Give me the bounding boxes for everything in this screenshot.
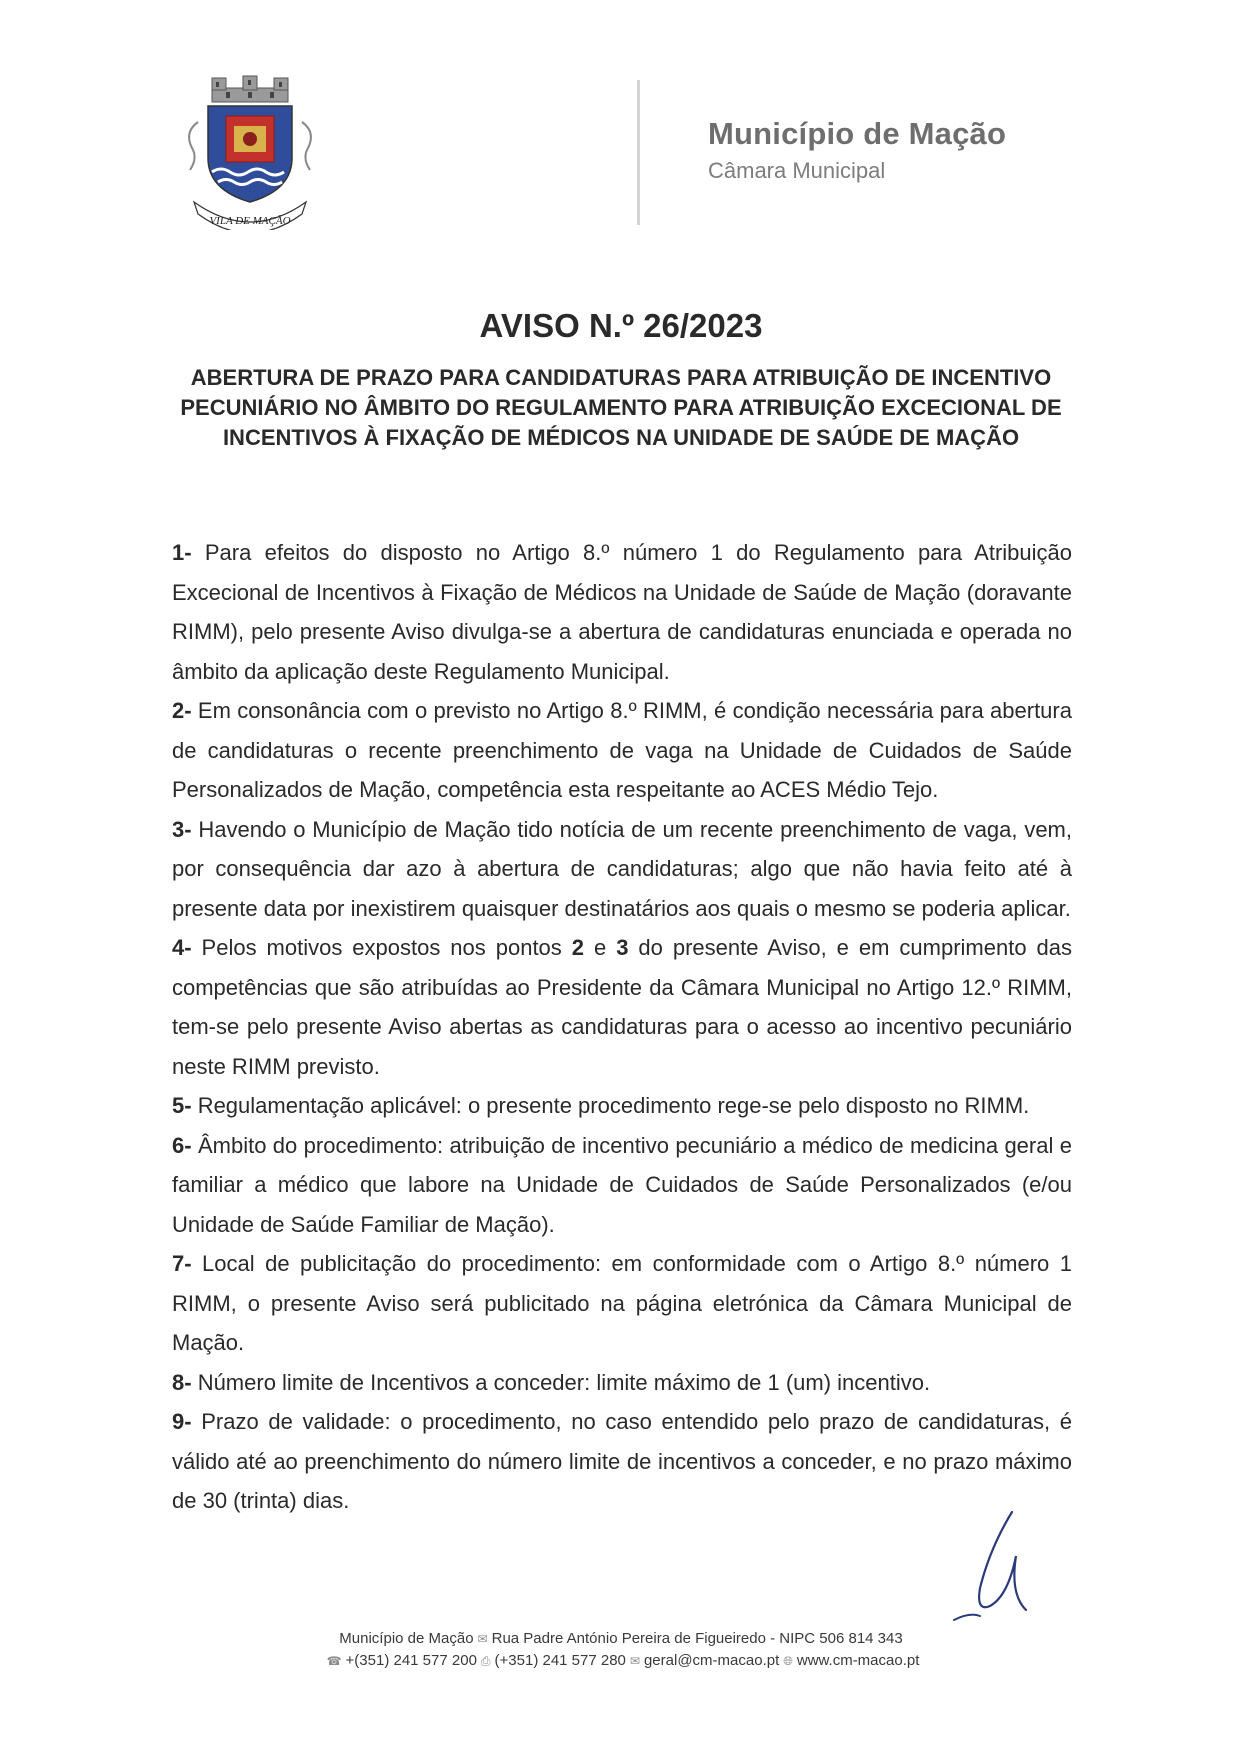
item-number: 9- <box>172 1409 192 1434</box>
item-text: Número limite de Incentivos a conceder: limite máximo de 1 (um) incentivo. <box>197 1369 931 1395</box>
list-item <box>172 691 1072 810</box>
item-text: Para efeitos do disposto no Artigo 8.º número 1 do Regulamento para Atribuição Excecional de Incentivos à Fixação de Médicos na Unidade de Saúde de Mação (doravante RIMM), pelo presente Aviso divulga-se a abertura de candidaturas enunciada e operada no âmbito da aplicação deste Regulamento Municipal. <box>172 540 1072 684</box>
department-name: Câmara Municipal <box>708 158 886 183</box>
footer-line-address <box>0 1628 1242 1650</box>
mail-icon: ✉ <box>477 1632 488 1646</box>
email-icon: ✉ <box>629 1654 640 1668</box>
list-item <box>172 1363 1072 1403</box>
item-reference: 2 <box>571 935 585 960</box>
signature-mark <box>950 1508 1030 1628</box>
item-number: 2- <box>172 698 192 723</box>
page-footer <box>0 1628 1242 1672</box>
item-text: Pelos motivos expostos nos pontos <box>201 935 572 960</box>
item-text: Prazo de validade: o procedimento, no caso entendido pelo prazo de candidaturas, é válido até ao preenchimento do número limite de incentivos a conceder, e no prazo máximo de 30 (trinta) dias. <box>172 1409 1072 1513</box>
list-item <box>172 928 1072 1086</box>
item-number: 3- <box>172 816 192 842</box>
list-item <box>172 1086 1072 1126</box>
footer-fax: (+351) 241 577 280 <box>494 1652 626 1669</box>
list-item <box>172 1402 1072 1521</box>
crest-motto: VILA DE MAÇÃO <box>209 215 291 227</box>
notice-body <box>172 533 1072 1521</box>
item-number: 6- <box>172 1132 192 1158</box>
notice-subtitle: ABERTURA DE PRAZO PARA CANDIDATURAS PARA ATRIBUIÇÃO DE INCENTIVO PECUNIÁRIO NO ÂMBITO DO REGULAMENTO PARA ATRIBUIÇÃO EXCECIONAL DE INCENTIVOS À FIXAÇÃO DE MÉDICOS NA UNIDADE DE SAÚDE DE MAÇÃO <box>180 365 1062 450</box>
item-number: 8- <box>172 1369 192 1395</box>
item-reference: 3 <box>616 935 629 960</box>
fax-icon: ⎙ <box>480 1654 491 1668</box>
footer-phone: +(351) 241 577 200 <box>345 1652 477 1669</box>
municipal-crest-logo <box>176 74 324 230</box>
municipality-header <box>708 116 1006 184</box>
item-number: 1- <box>172 540 192 565</box>
footer-website[interactable]: www.cm-macao.pt <box>796 1652 920 1669</box>
item-text: e <box>584 935 617 960</box>
item-text: Havendo o Município de Mação tido notícia de um recente preenchimento de vaga, vem, por consequência dar azo à abertura de candidaturas; algo que não havia feito até à presente data por inexistirem quaisquer destinatários aos quais o mesmo se poderia aplicar. <box>172 816 1072 921</box>
phone-icon: ☎ <box>326 1654 342 1668</box>
item-number: 5- <box>172 1093 192 1118</box>
header-divider <box>637 80 640 225</box>
item-text: Regulamentação aplicável: o presente procedimento rege-se pelo disposto no RIMM. <box>197 1093 1030 1118</box>
municipality-name: Município de Mação <box>708 116 1007 151</box>
list-item <box>172 1244 1072 1363</box>
list-item <box>172 1126 1072 1245</box>
list-item <box>172 533 1072 691</box>
footer-address: Rua Padre António Pereira de Figueiredo - NIPC 506 814 343 <box>491 1630 903 1647</box>
item-number: 4- <box>172 935 192 960</box>
list-item <box>172 810 1072 929</box>
footer-line-contacts <box>0 1650 1242 1672</box>
footer-municipality: Município de Mação <box>339 1630 474 1647</box>
item-text: do presente Aviso, e em cumprimento das competências que são atribuídas ao Presidente da Câmara Municipal no Artigo 12.º RIMM, tem-se pelo presente Aviso abertas as candidaturas para o acesso ao incentivo pecuniário neste RIMM previsto. <box>172 935 1072 1079</box>
item-text: Âmbito do procedimento: atribuição de incentivo pecuniário a médico de medicina geral e familiar a médico que labore na Unidade de Cuidados de Saúde Personalizados (e/ou Unidade de Saúde Familiar de Mação). <box>172 1132 1072 1237</box>
item-number: 7- <box>172 1251 192 1276</box>
notice-title: AVISO N.º 26/2023 <box>479 307 763 344</box>
globe-icon: 🌐︎ <box>783 1654 793 1668</box>
item-text: Em consonância com o previsto no Artigo 8.º RIMM, é condição necessária para abertura de candidaturas o recente preenchimento de vaga na Unidade de Cuidados de Saúde Personalizados de Mação, competência esta respeitante ao ACES Médio Tejo. <box>172 698 1072 802</box>
item-text: Local de publicitação do procedimento: em conformidade com o Artigo 8.º número 1 RIMM, o presente Aviso será publicitado na página eletrónica da Câmara Municipal de Mação. <box>172 1251 1072 1355</box>
footer-email[interactable]: geral@cm-macao.pt <box>643 1652 780 1669</box>
